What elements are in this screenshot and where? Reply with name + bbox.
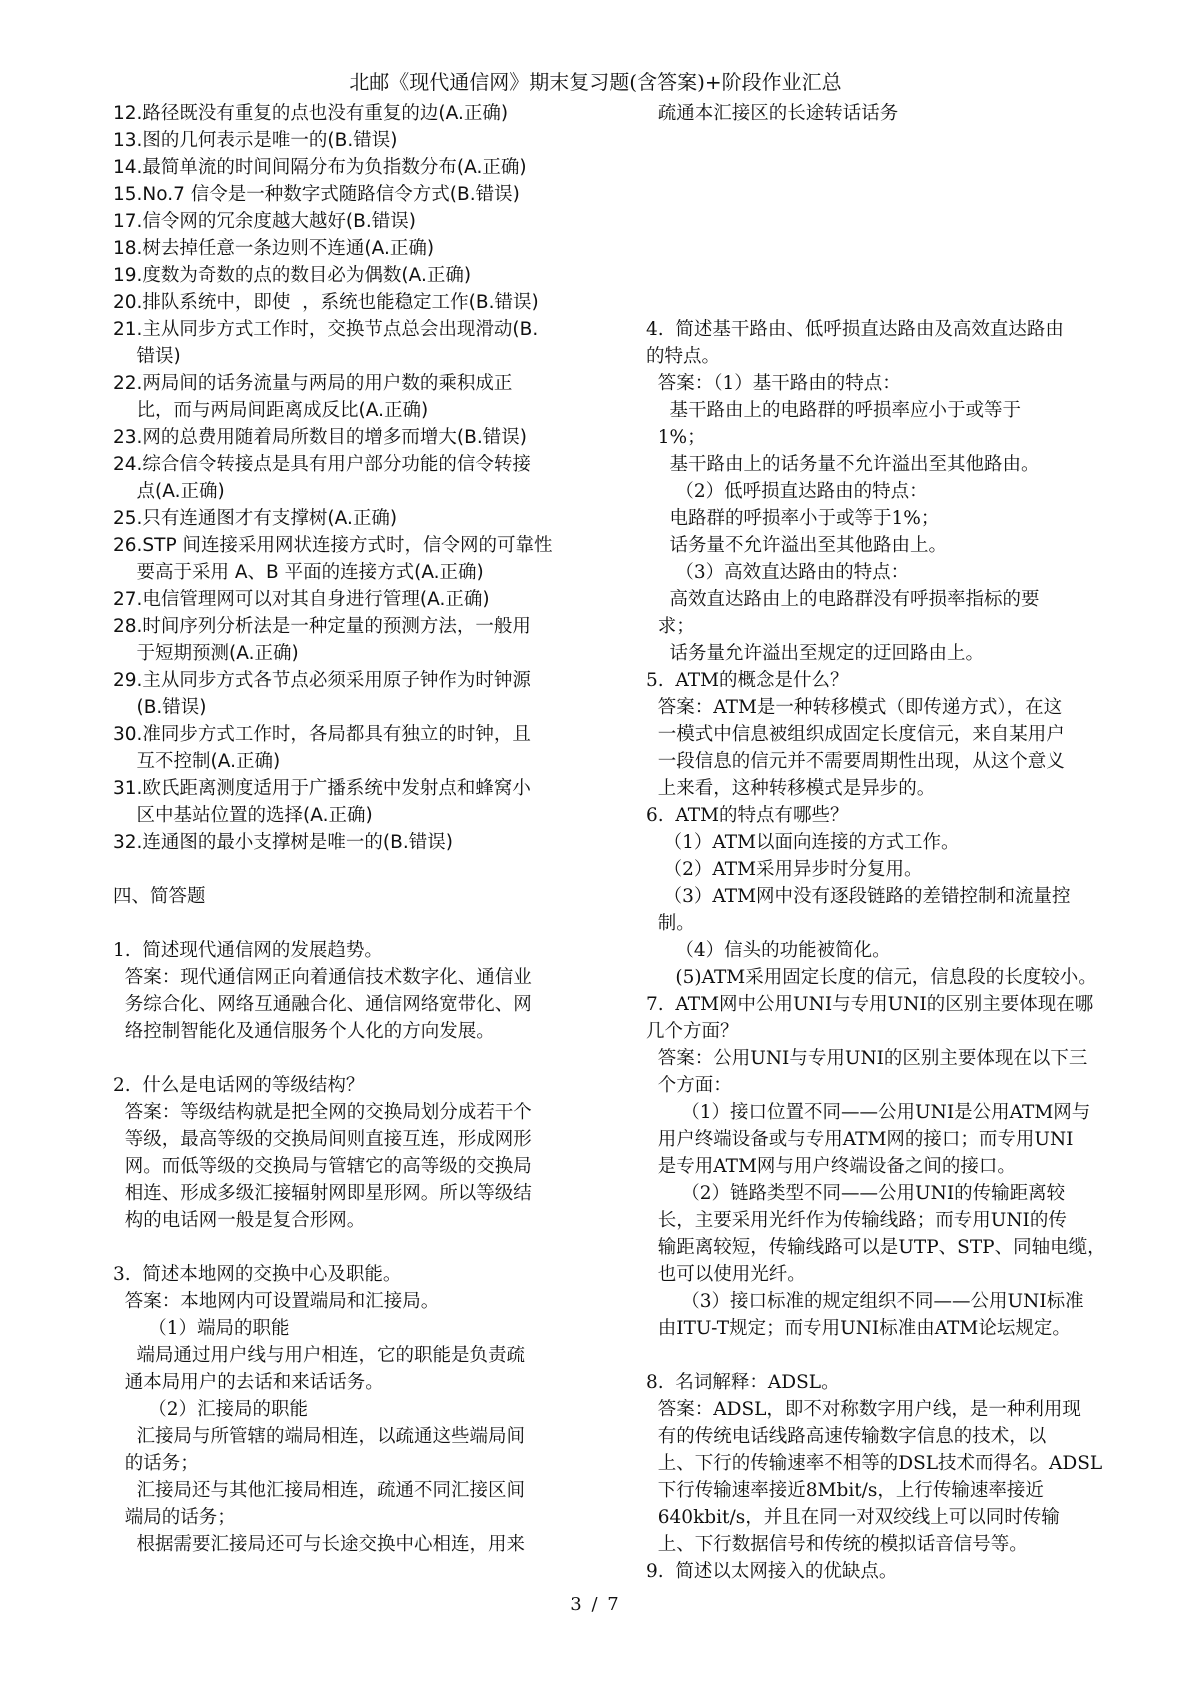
text-line: 答案：（1）基干路由的特点： xyxy=(646,373,901,394)
text-line: 18.树去掉任意一条边则不连通(A.正确) xyxy=(113,238,435,259)
text-line: 几个方面？ xyxy=(646,1021,739,1042)
text-line: 下行传输速率接近8Mbit/s，上行传输速率接近 xyxy=(646,1480,1044,1501)
text-line: 26.STP 间连接采用网状连接方式时，信令网的可靠性 xyxy=(113,535,553,556)
text-line: 14.最简单流的时间间隔分布为负指数分布(A.正确) xyxy=(113,157,527,178)
text-line: （3）ATM网中没有逐段链路的差错控制和流量控 xyxy=(646,886,1071,907)
text-line: 28.时间序列分析法是一种定量的预测方法，一般用 xyxy=(113,616,531,637)
spacer xyxy=(113,1234,591,1261)
spacer xyxy=(646,262,1124,289)
question-3 xyxy=(113,1261,591,1558)
text-line: (B.错误) xyxy=(113,697,207,718)
text-line: 640kbit/s，并且在同一对双绞线上可以同时传输 xyxy=(646,1507,1060,1528)
text-line: 长，主要采用光纤作为传输线路；而专用UNI的传 xyxy=(646,1210,1067,1231)
text-line: 17.信令网的冗余度越大越好(B.错误) xyxy=(113,211,416,232)
text-line: 通本局用户的去话和来话话务。 xyxy=(113,1372,384,1393)
text-line: （1）端局的职能 xyxy=(113,1318,290,1339)
text-line: 端局的话务； xyxy=(113,1507,236,1528)
text-line: （4）信头的功能被简化。 xyxy=(646,940,891,961)
text-line: 区中基站位置的选择(A.正确) xyxy=(113,805,373,826)
page-header: 北邮《现代通信网》期末复习题(含答案)+阶段作业汇总 xyxy=(349,70,842,94)
text-line: 点(A.正确) xyxy=(113,481,225,502)
spacer xyxy=(113,1045,591,1072)
text-line: 2. 什么是电话网的等级结构？ xyxy=(113,1075,365,1096)
page-number: 3 / 7 xyxy=(570,1594,621,1615)
true-false-list xyxy=(113,100,591,856)
text-line: （2）低呼损直达路由的特点： xyxy=(646,481,928,502)
text-line: 1%； xyxy=(646,427,706,448)
text-line: 5. ATM的概念是什么？ xyxy=(646,670,849,691)
text-line: 答案：公用UNI与专用UNI的区别主要体现在以下三 xyxy=(646,1048,1088,1069)
text-line: 25.只有连通图才有支撑树(A.正确) xyxy=(113,508,398,529)
text-line: 8. 名词解释：ADSL。 xyxy=(646,1372,840,1393)
text-line: 22.两局间的话务流量与两局的用户数的乘积成正 xyxy=(113,373,513,394)
question-5 xyxy=(646,667,1124,802)
text-line: （1）接口位置不同——公用UNI是公用ATM网与 xyxy=(646,1102,1091,1123)
text-line: 6. ATM的特点有哪些？ xyxy=(646,805,849,826)
text-line: （2）汇接局的职能 xyxy=(113,1399,309,1420)
text-line: （3）高效直达路由的特点： xyxy=(646,562,910,583)
text-line: （1）ATM以面向连接的方式工作。 xyxy=(646,832,960,853)
text-line: 基干路由上的电路群的呼损率应小于或等于 xyxy=(646,400,1022,421)
text-line: 上、下行数据信号和传统的模拟话音信号等。 xyxy=(646,1534,1028,1555)
text-line: 络控制智能化及通信服务个人化的方向发展。 xyxy=(113,1021,495,1042)
text-line: 由ITU-T规定；而专用UNI标准由ATM论坛规定。 xyxy=(646,1318,1071,1339)
text-line: 答案：本地网内可设置端局和汇接局。 xyxy=(113,1291,440,1312)
text-line: 是专用ATM网与用户终端设备之间的接口。 xyxy=(646,1156,1016,1177)
text-line: 汇接局与所管辖的端局相连，以疏通这些端局间 xyxy=(113,1426,526,1447)
question-3-continued xyxy=(646,100,1124,127)
text-line: 互不控制(A.正确) xyxy=(113,751,281,772)
text-line: 27.电信管理网可以对其自身进行管理(A.正确) xyxy=(113,589,490,610)
text-line: 个方面： xyxy=(646,1075,732,1096)
spacer xyxy=(113,910,591,937)
spacer xyxy=(646,127,1124,154)
text-line: 9. 简述以太网接入的优缺点。 xyxy=(646,1561,898,1582)
text-line: 求； xyxy=(646,616,695,637)
text-line: 7. ATM网中公用UNI与专用UNI的区别主要体现在哪 xyxy=(646,994,1094,1015)
spacer xyxy=(646,154,1124,181)
text-line: 于短期预测(A.正确) xyxy=(113,643,299,664)
text-line: 一模式中信息被组织成固定长度信元，来自某用户 xyxy=(646,724,1065,745)
text-line: 上、下行的传输速率不相等的DSL技术而得名。ADSL xyxy=(646,1453,1103,1474)
text-line: 网。而低等级的交换局与管辖它的高等级的交换局 xyxy=(113,1156,532,1177)
text-line: 汇接局还与其他汇接局相连，疏通不同汇接区间 xyxy=(113,1480,526,1501)
text-line: 务综合化、网络互通融合化、通信网络宽带化、网 xyxy=(113,994,532,1015)
text-line: 24.综合信令转接点是具有用户部分功能的信令转接 xyxy=(113,454,531,475)
spacer xyxy=(646,181,1124,208)
text-line: 疏通本汇接区的长途转话话务 xyxy=(646,103,899,124)
text-line: 4. 简述基干路由、低呼损直达路由及高效直达路由 xyxy=(646,319,1064,340)
text-line: 12.路径既没有重复的点也没有重复的边(A.正确) xyxy=(113,103,509,124)
text-line: 等级，最高等级的交换局间则直接互连，形成网形 xyxy=(113,1129,532,1150)
text-line: 上来看，这种转移模式是异步的。 xyxy=(646,778,936,799)
text-line: 29.主从同步方式各节点必须采用原子钟作为时钟源 xyxy=(113,670,531,691)
question-2 xyxy=(113,1072,591,1234)
text-line: 30.准同步方式工作时，各局都具有独立的时钟，且 xyxy=(113,724,531,745)
text-line: （3）接口标准的规定组织不同——公用UNI标准 xyxy=(646,1291,1084,1312)
text-line: 31.欧氏距离测度适用于广播系统中发射点和蜂窝小 xyxy=(113,778,531,799)
text-line: 比，而与两局间距离成反比(A.正确) xyxy=(113,400,429,421)
spacer xyxy=(646,208,1124,235)
spacer xyxy=(646,289,1124,316)
text-line: 19.度数为奇数的点的数目必为偶数(A.正确) xyxy=(113,265,472,286)
text-line: 输距离较短，传输线路可以是UTP、STP、同轴电缆， xyxy=(646,1237,1106,1258)
section-title: 四、简答题 xyxy=(113,886,206,907)
text-line: 基干路由上的话务量不允许溢出至其他路由。 xyxy=(646,454,1040,475)
text-line: 构的电话网一般是复合形网。 xyxy=(113,1210,366,1231)
text-line: 15.No.7 信令是一种数字式随路信令方式(B.错误) xyxy=(113,184,520,205)
text-line: 有的传统电话线路高速传输数字信息的技术，以 xyxy=(646,1426,1047,1447)
spacer xyxy=(646,1342,1124,1369)
text-line: 根据需要汇接局还可与长途交换中心相连，用来 xyxy=(113,1534,526,1555)
text-line: 制。 xyxy=(646,913,695,934)
question-8 xyxy=(646,1369,1124,1558)
text-line: 21.主从同步方式工作时，交换节点总会出现滑动(B. xyxy=(113,319,539,340)
text-line: 用户终端设备或与专用ATM网的接口；而专用UNI xyxy=(646,1129,1074,1150)
text-line: 的话务； xyxy=(113,1453,199,1474)
text-line: 答案：现代通信网正向着通信技术数字化、通信业 xyxy=(113,967,532,988)
text-line: 13.图的几何表示是唯一的(B.错误) xyxy=(113,130,398,151)
text-line: 也可以使用光纤。 xyxy=(646,1264,806,1285)
text-line: 答案：ADSL，即不对称数字用户线，是一种利用现 xyxy=(646,1399,1081,1420)
spacer xyxy=(113,856,591,883)
text-line: 3. 简述本地网的交换中心及职能。 xyxy=(113,1264,402,1285)
question-7 xyxy=(646,991,1124,1342)
text-line: 错误) xyxy=(113,346,181,367)
text-line: 话务量不允许溢出至其他路由上。 xyxy=(646,535,948,556)
right-column xyxy=(646,100,1124,1585)
text-line: 要高于采用 A、B 平面的连接方式(A.正确) xyxy=(113,562,484,583)
text-line: 32.连通图的最小支撑树是唯一的(B.错误) xyxy=(113,832,453,853)
question-9 xyxy=(646,1558,1124,1585)
text-line: （2）链路类型不同——公用UNI的传输距离较 xyxy=(646,1183,1066,1204)
left-column xyxy=(113,100,591,1558)
text-line: 1. 简述现代通信网的发展趋势。 xyxy=(113,940,383,961)
text-line: 端局通过用户线与用户相连，它的职能是负责疏 xyxy=(113,1345,526,1366)
text-line: 23.网的总费用随着局所数目的增多而增大(B.错误) xyxy=(113,427,527,448)
spacer xyxy=(646,235,1124,262)
text-line: 答案：ATM是一种转移模式（即传递方式），在这 xyxy=(646,697,1063,718)
text-line: 电路群的呼损率小于或等于1%； xyxy=(646,508,940,529)
text-line: 20.排队系统中，即使 ，系统也能稳定工作(B.错误) xyxy=(113,292,539,313)
text-line: （2）ATM采用异步时分复用。 xyxy=(646,859,923,880)
text-line: 相连、形成多级汇接辐射网即星形网。所以等级结 xyxy=(113,1183,532,1204)
text-line: 的特点。 xyxy=(646,346,721,367)
question-1 xyxy=(113,937,591,1045)
text-line: (5)ATM采用固定长度的信元，信息段的长度较小。 xyxy=(646,967,1097,988)
text-line: 高效直达路由上的电路群没有呼损率指标的要 xyxy=(646,589,1040,610)
text-line: 一段信息的信元并不需要周期性出现，从这个意义 xyxy=(646,751,1065,772)
text-line: 话务量允许溢出至规定的迂回路由上。 xyxy=(646,643,985,664)
text-line: 答案：等级结构就是把全网的交换局划分成若干个 xyxy=(113,1102,532,1123)
question-4 xyxy=(646,316,1124,667)
question-6 xyxy=(646,802,1124,991)
